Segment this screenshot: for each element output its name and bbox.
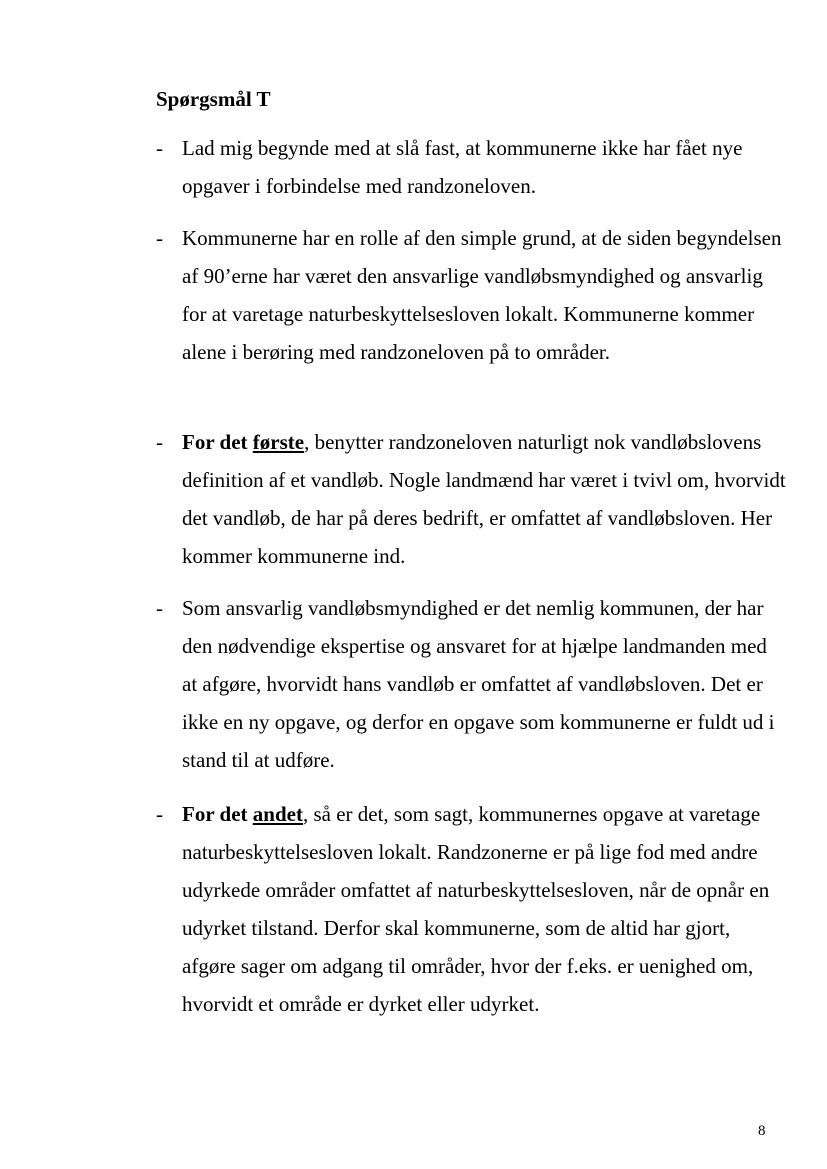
- bullet-underlined-term: første: [252, 430, 305, 454]
- bullet-dash: -: [156, 226, 163, 250]
- bullet-bold-lead: For det: [182, 430, 253, 454]
- bullet-bold-lead: For det: [182, 802, 253, 826]
- page-number: 8: [758, 1123, 766, 1139]
- bullet-dash: -: [156, 802, 163, 826]
- bullet-underlined-term: andet: [252, 802, 303, 826]
- bullet-text: Lad mig begynde med at slå fast, at kommunerne ikke har fået nye opgaver i forbindelse med randzoneloven.: [182, 136, 743, 198]
- bullet-text: Kommunerne har en rolle af den simple grund, at de siden begyndelsen af 90’erne har været den ansvarlige vandløbsmyndighed og ansvarlig for at varetage naturbeskyttelsesloven lokalt. Kommunerne kommer alene i berøring med randzoneloven på to områder.: [182, 226, 782, 364]
- bullet-item: [156, 589, 786, 779]
- bullet-dash: -: [156, 596, 163, 620]
- bullet-text: Som ansvarlig vandløbsmyndighed er det nemlig kommunen, der har den nødvendige ekspertise og ansvaret for at hjælpe landmanden med at afgøre, hvorvidt hans vandløb er omfattet af vandløbsloven. Det er ikke en ny opgave, og derfor en opgave som kommunerne er fuldt ud i stand til at udføre.: [182, 596, 775, 772]
- bullet-item: [156, 219, 786, 371]
- section-heading: Spørgsmål T: [156, 87, 271, 111]
- bullet-item: [156, 423, 786, 575]
- bullet-text: , så er det, som sagt, kommunernes opgave at varetage naturbeskyttelsesloven lokalt. Randzonerne er på lige fod med andre udyrkede områder omfattet af naturbeskyttelsesloven, når de opnår en udyrket tilstand. Derfor skal kommunerne, som de altid har gjort, afgøre sager om adgang til områder, hvor der f.eks. er uenighed om, hvorvidt et område er dyrket eller udyrket.: [182, 802, 770, 1016]
- bullet-item: [156, 129, 786, 205]
- bullet-dash: -: [156, 430, 163, 454]
- bullet-text-wrapper: [182, 423, 786, 575]
- bullet-dash: -: [156, 136, 163, 160]
- bullet-text-wrapper: [182, 795, 786, 1023]
- bullet-item: [156, 795, 786, 1023]
- bullet-text: , benytter randzoneloven naturligt nok vandløbslovens definition af et vandløb. Nogle landmænd har været i tvivl om, hvorvidt det vandløb, de har på deres bedrift, er omfattet af vandløbsloven. Her kommer kommunerne ind.: [182, 430, 786, 568]
